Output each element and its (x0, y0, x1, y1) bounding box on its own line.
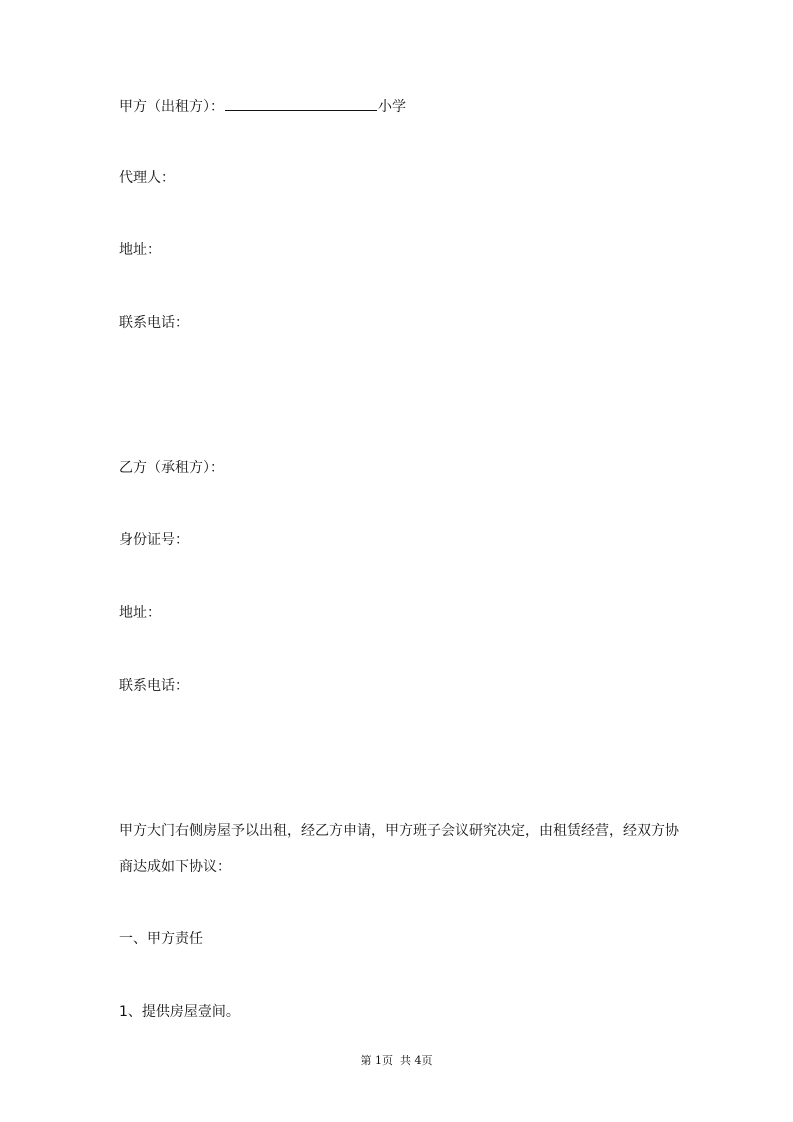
party-a-line (119, 96, 406, 116)
intro-paragraph-line-2: 商达成如下协议： (119, 859, 231, 875)
party-b-address-label: 地址： (119, 605, 161, 621)
party-b-label: 乙方（承租方）： (119, 460, 224, 476)
party-a-name-blank (225, 96, 377, 111)
page-number: 第 1页 共 4页 (360, 1054, 433, 1067)
section-heading: 一、甲方责任 (119, 931, 203, 947)
party-a-agent-label: 代理人： (119, 170, 175, 186)
party-a-label: 甲方（出租方）： (119, 99, 224, 115)
intro-paragraph-line-1: 甲方大门右侧房屋予以出租，经乙方申请，甲方班子会议研究决定，由租赁经营，经双方协 (119, 823, 679, 839)
party-a-suffix: 小学 (378, 99, 406, 115)
party-a-phone-label: 联系电话： (119, 315, 189, 331)
party-a-address-label: 地址： (119, 242, 161, 258)
party-b-phone-label: 联系电话： (119, 678, 189, 694)
party-b-id-label: 身份证号： (119, 532, 189, 548)
page-footer (0, 1054, 793, 1068)
list-item: 1、提供房屋壹间。 (119, 1004, 240, 1020)
